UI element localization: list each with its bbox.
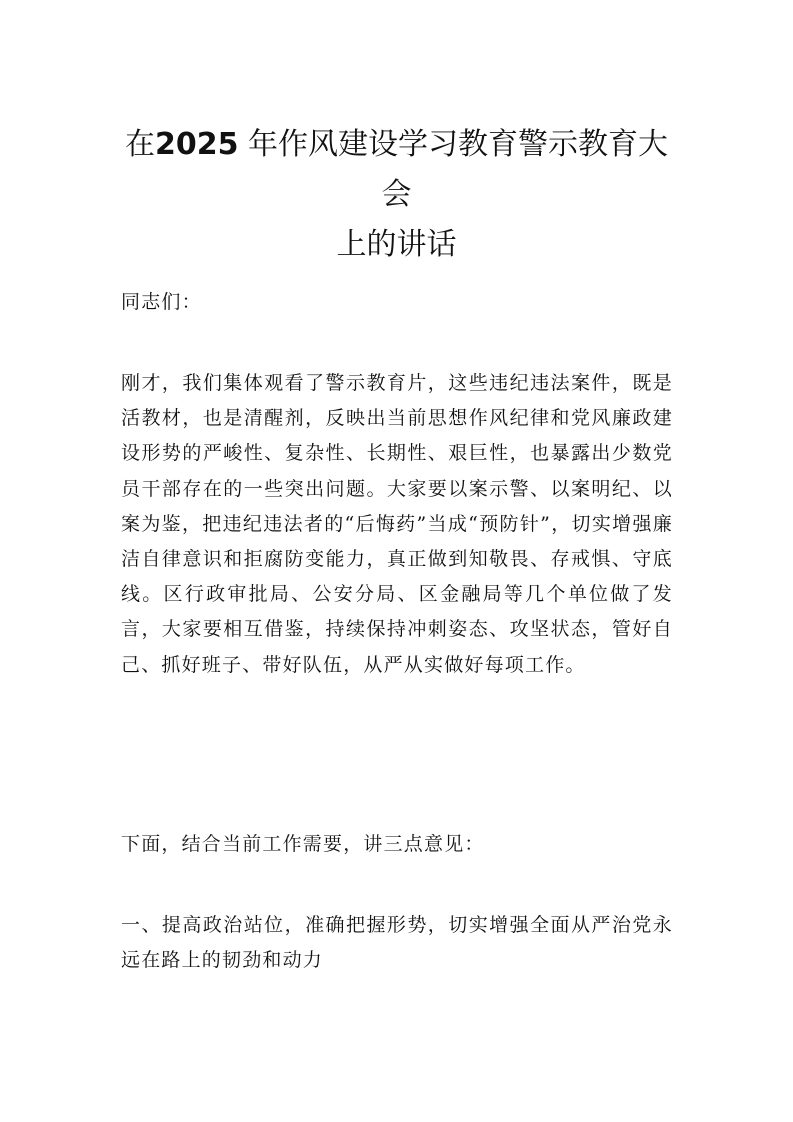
title-line1-rest: 年作风建设学习教育警示教育大会 — [248, 127, 669, 212]
paragraph-1: 刚才，我们集体观看了警示教育片，这些违纪违法案件，既是活教材，也是清醒剂，反映出当前思想作风纪律和党风廉政建设形势的严峻性、复杂性、长期性、艰巨性，也暴露出少数党员干部存在的一些突出问题。大家要以案示警、以案明纪、以案为鉴，把违纪违法者的“后悔药”当成“预防针”，切实增强廉洁自律意识和拒腐防变能力，真正做到知敬畏、存戒惧、守底线。区行政审批局、公安分局、区金融局等几个单位做了发言，大家要相互借鉴，持续保持冲刺姿态、攻坚状态，管好自己、抓好班子、带好队伍，从严从实做好每项工作。 — [121, 372, 673, 676]
section-1-heading: 一、提高政治站位，准确把握形势，切实增强全面从严治党永远在路上的韧劲和动力 — [121, 914, 673, 972]
paragraph-2: 下面，结合当前工作需要，讲三点意见： — [121, 833, 485, 855]
title-line2: 上的讲话 — [336, 227, 457, 262]
greeting: 同志们： — [121, 291, 202, 313]
document-title — [110, 120, 683, 270]
title-year: 2025 — [154, 127, 239, 162]
title-prefix: 在 — [124, 127, 155, 162]
